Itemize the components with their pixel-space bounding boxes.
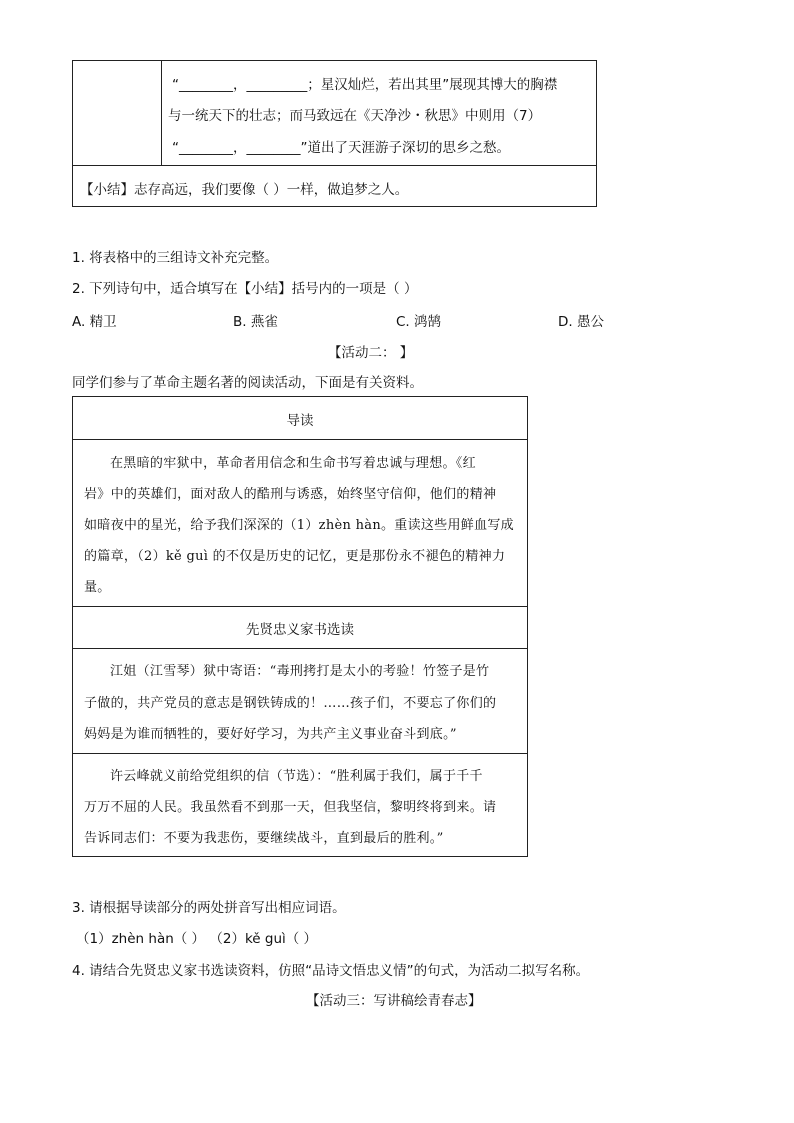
letter-1-line-1: 江姐（江雪琴）狱中寄语：“毒刑拷打是太小的考验！竹签子是竹: [110, 664, 490, 679]
guide-title: 导读: [286, 413, 314, 429]
summary-row: 【小结】志存高远，我们要像（ ）一样，做追梦之人。: [80, 182, 409, 198]
poem-line-2: 与一统天下的壮志；而马致远在《天净沙・秋思》中则用（7）: [168, 108, 542, 124]
activity-3-heading: 【活动三：写讲稿绘青春志】: [306, 993, 482, 1009]
question-3: 3. 请根据导读部分的两处拼音写出相应词语。: [72, 900, 346, 916]
option-d: D. 愚公: [558, 314, 604, 330]
letter-2-line-3: 告诉同志们：不要为我悲伤，要继续战斗，直到最后的胜利。”: [84, 831, 444, 846]
guide-line-1: 在黑暗的牢狱中，革命者用信念和生命书写着忠诚与理想。《红: [110, 456, 476, 471]
letter-2-line-2: 万万不屈的人民。我虽然看不到那一天，但我坚信，黎明终将到来。请: [84, 800, 497, 815]
table-divider-vertical: [161, 61, 162, 165]
table-divider-horizontal: [73, 165, 596, 166]
option-c: C. 鸿鹄: [396, 314, 442, 330]
row-divider: [73, 753, 527, 754]
letter-1-line-2: 子做的，共产党员的意志是钢铁铸成的！……孩子们，不要忘了你们的: [84, 696, 497, 711]
option-a: A. 精卫: [72, 314, 117, 330]
row-divider: [73, 439, 527, 440]
activity-2-heading: 【活动二： 】: [328, 345, 414, 361]
question-4: 4. 请结合先贤忠义家书选读资料，仿照“品诗文悟忠义情”的句式，为活动二拟写名称。: [72, 963, 590, 979]
guide-line-3: 如暗夜中的星光，给予我们深深的（1）zhèn hàn。重读这些用鲜血写成: [84, 518, 514, 533]
row-divider: [73, 606, 527, 607]
guide-line-2: 岩》中的英雄们，面对敌人的酷刑与诱惑，始终坚守信仰，他们的精神: [84, 487, 497, 502]
guide-line-4: 的篇章，（2）kě guì 的不仅是历史的记忆，更是那份永不褪色的精神力: [84, 549, 506, 564]
option-b: B. 燕雀: [233, 314, 278, 330]
question-1: 1. 将表格中的三组诗文补充完整。: [72, 250, 279, 266]
row-divider: [73, 648, 527, 649]
poem-line-1: “________，_________；星汉灿烂，若出其里”展现其博大的胸襟: [172, 77, 558, 93]
letter-2-line-1: 许云峰就义前给党组织的信（节选）：“胜利属于我们，属于千千: [110, 769, 483, 784]
poem-line-3: “________，________”道出了天涯游子深切的思乡之愁。: [172, 140, 510, 156]
guide-line-5: 量。: [84, 580, 111, 595]
activity-2-intro: 同学们参与了革命主题名著的阅读活动，下面是有关资料。: [72, 375, 423, 391]
question-2: 2. 下列诗句中，适合填写在【小结】括号内的一项是（ ）: [72, 281, 418, 297]
question-3-answer-line: （1）zhèn hàn（ ） （2）kě guì（ ）: [76, 931, 318, 947]
letter-1-line-3: 妈妈是为谁而牺牲的，要好好学习，为共产主义事业奋斗到底。”: [84, 727, 457, 742]
letters-title: 先贤忠义家书选读: [246, 622, 354, 638]
